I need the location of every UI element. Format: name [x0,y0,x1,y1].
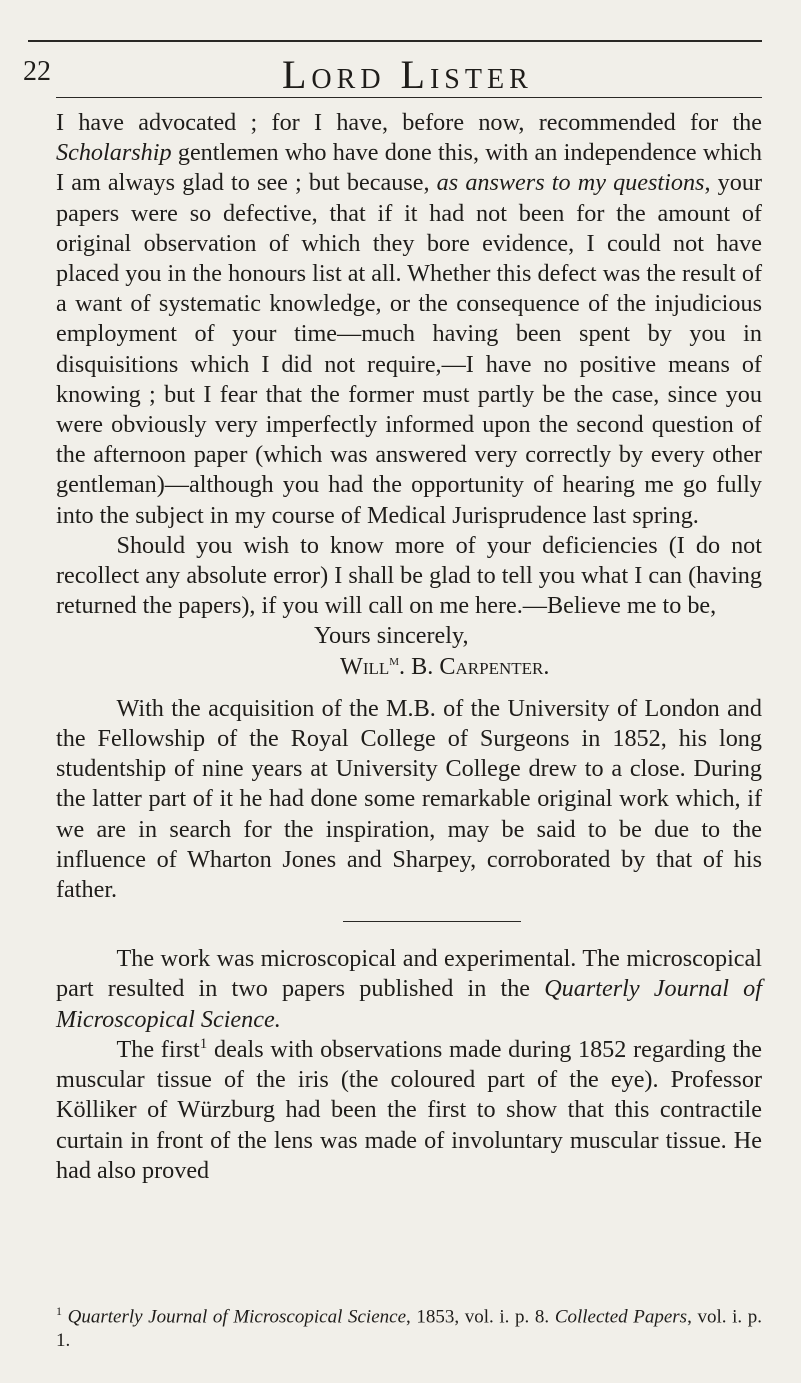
page-number: 22 [23,56,51,87]
letter-signature: Will$^m$. B. Carpenter. [340,652,550,680]
body-paragraph-1: With the acquisition of the M.B. of the University of London and the Fellowship of the Royal College of Surgeons in 1852, his long studentship of nine years at University College drew to a close. During the latter part of it he had done some remarkable original work which, if we are in search for the inspiration, may be said to be due to the influence of Wharton Jones and Sharpey, corroborated by that of his father. [56,694,762,904]
running-head: Lord Lister [282,52,533,97]
section-divider [343,921,521,922]
letter-closing: Yours sincerely, [314,622,469,650]
header-rule-top [28,40,762,42]
letter-paragraph-2: Should you wish to know more of your deficiencies (I do not recollect any absolute error) I shall be glad to tell you what I can (having returned the papers), if you will call on me here.—Believe me to be, [56,531,762,620]
body-paragraph-2: The work was microscopical and experimental. The microscopical part resulted in two papers published in the Quarterly Journal of Microscopical Science. [56,945,762,1033]
letter-paragraph-1: I have advocated ; for I have, before now, recommended for the Scholarship gentlemen who have done this, with an independence which I am always glad to see ; but because, as answers to my questions, your papers were so defective, that if it had not been for the amount of original observation of which they bore evidence, I could not have placed you in the honours list at all. Whether this defect was the result of a want of systematic knowledge, or the consequence of the injudicious employment of your time—much having been spent by you in disquisitions which I did not require,—I have no positive means of knowing ; but I fear that the former must partly be the case, since you were obviously very imperfectly informed upon the second question of the afternoon paper (which was answered very correctly by every other gentleman)—although you had the opportunity of hearing me go fully into the subject in my course of Medical Jurisprudence last spring. [56,109,762,529]
body-paragraph-3: The first$^1$ deals with observations made during 1852 regarding the muscular tissue of the iris (the coloured part of the eye). Professor Kölliker of Würzburg had been the first to show that this contractile curtain in front of the lens was made of involuntary muscular tissue. He had also proved [56,1035,762,1184]
footnote: $^1$ Quarterly Journal of Microscopical Science, 1853, vol. i. p. 8. Collected Papers, vol. i. p. 1. [56,1304,763,1352]
header-rule-bottom [56,97,762,98]
page-body [56,108,762,1186]
